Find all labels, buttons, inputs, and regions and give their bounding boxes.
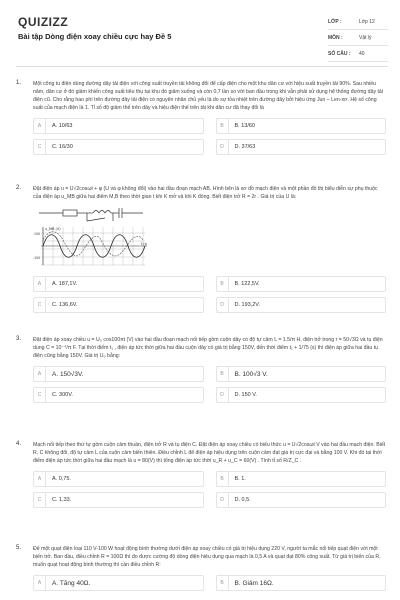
header [0, 0, 400, 64]
question-4 [16, 441, 386, 513]
meta-key: LỚP : [328, 18, 342, 25]
question-2 [16, 185, 386, 318]
question-1 [16, 80, 386, 160]
option-a[interactable]: A A. 187,1V. [33, 276, 204, 292]
option-a[interactable]: A A. Tăng 40Ω. [33, 575, 204, 591]
option-d[interactable]: D D. 150 V. [216, 387, 387, 403]
meta-key: SỐ CÂU : [328, 50, 351, 57]
graph-y-min: -100 [33, 256, 41, 260]
question-number: 5. [16, 545, 22, 551]
option-b[interactable]: B B. 122,5V. [216, 276, 387, 292]
option-c[interactable]: C C. 16/30 [33, 139, 204, 155]
options [33, 471, 386, 508]
question-number: 3. [16, 336, 22, 342]
option-d[interactable]: D D. 0,5. [216, 492, 387, 508]
circuit-diagram [33, 205, 153, 267]
options [33, 575, 386, 591]
option-b[interactable]: B B. 1. [216, 471, 387, 487]
option-c[interactable]: C C. 1,33. [33, 492, 204, 508]
meta-value: Lớp 12 [359, 18, 375, 25]
question-text: Mạch nối tiếp theo thứ tự gồm cuộn cảm thuần, điện trở R và tụ điện C. Đặt điện áp xoay chiều có biểu thức u = U√2cosωt V vào hai đầu mạch điện. Biết R, C không đổi, độ tự cảm L của cuộn cảm biến thiên. Điều chỉnh L để điện áp hiệu dụng trên cuộn cảm đạt giá trị cực đại và bằng 100 V. Khi đó tại thời điểm điện áp tức thời giữa hai đầu mạch là u = 80(V) thì tổng điện áp tức thời u_R + u_C = 60(V) . Tính tỉ số R/Z_C . [33, 442, 386, 464]
question-text: Một công tu điện dùng đường dây tải điện với công suất truyền tải không đổi để cấp điện cho một khu dân cư với hiệu suất truyền tải 90%. Sau nhiều năm, dân cư ở đó giảm khiến công suất tiêu thụ tại khu đó giảm xuống và còn 0,7 lần so với ban đầu trong khi vẫn phải sử dụng hệ thống đường dây tải điện cũ. Cho rằng hao phí trên đường dây tải điện có nguyên nhân chủ yếu là do sự tỏa nhiệt trên đường dây bởi hiệu ứng Jun – Len-xơ. Hệ số công suất của mạch điện là 1. Tỉ số độ giảm thế trên dây và hiệu điện thế trên tải khi dân cư đã thay đổi là [33, 81, 383, 111]
options [33, 366, 386, 403]
question-3 [16, 336, 386, 408]
option-d[interactable]: D D. 37/63 [216, 139, 387, 155]
question-number: 1. [16, 80, 22, 86]
question-number: 2. [16, 185, 22, 191]
option-a[interactable]: A A. 150√3V. [33, 366, 204, 382]
meta-subject [328, 30, 388, 46]
question-number: 4. [16, 441, 22, 447]
quizizz-logo: QUIZIZZ [18, 15, 69, 29]
option-b[interactable]: B B. 13/60 [216, 118, 387, 134]
option-b[interactable]: B B. 100√3 V. [216, 366, 387, 382]
question-text: Để một quạt điện loại 110 V-100 W hoạt động bình thường dưới điện áp xoay chiều có giá trị hiệu dụng 220 V, người ta mắc nối tiếp quạt điện với một biến trở. Ban đầu, điều chỉnh R = 100Ω thì đo được cường độ dòng điện hiệu dụng qua mạch là 0,5 A và quạt đạt 80% công suất. Từ giá trị biến của R, muốn quạt hoạt động bình thường thì cần điều chỉnh R: [33, 546, 381, 568]
meta-value: Vật lý [359, 34, 372, 41]
question-text: Đặt điện áp xoay chiều u = U₀ cos100πt (V) vào hai đầu đoạn mạch nối tiếp gồm cuộn dây có độ tự cảm L = 1.5/π H, điện trở trong r = 50√3Ω và tụ điện dung C = 10⁻⁴/π F. Tại thời điểm t₁ , điện áp tức thời giữa hai đầu cuộn dây có giá trị bằng 150V, đến thời điểm t₁ + 1/75 (s) thì điện áp giữa hai đầu tụ điện cũng bằng 150V. Giá trị U₀ bằng: [33, 337, 383, 359]
option-b[interactable]: B B. Giảm 16Ω. [216, 575, 387, 591]
options [33, 276, 386, 313]
graph-t-label: t (s) [141, 242, 148, 246]
meta-count [328, 46, 388, 62]
option-d[interactable]: D D. 193,2V. [216, 297, 387, 313]
header-divider [16, 66, 388, 67]
graph-y-label: u_MB (V) [45, 227, 61, 231]
graph-y-max: 100 [34, 232, 41, 236]
meta-value: 40 [359, 50, 365, 57]
page-title: Bài tập Dòng điện xoay chiều cực hay Đề 5 [18, 32, 172, 41]
options [33, 118, 386, 155]
meta-key: MÔN : [328, 34, 343, 41]
meta-class [328, 14, 388, 30]
option-a[interactable]: A A. 10/63 [33, 118, 204, 134]
meta-info [328, 14, 388, 62]
question-5 [16, 545, 386, 596]
question-text: Đặt điện áp u = U√2cosωt + φ (U và φ không đổi) vào hai đầu đoạn mạch AB. Hình bên là sơ đồ mạch điện và một phần đồ thị biểu diễn sự phụ thuộc của điện áp u_MB giữa hai điểm M,B theo thời gian t khi K mở và khi K đóng. Biết điện trở R = 2r . Giá trị của U là: [33, 186, 378, 200]
option-c[interactable]: C C. 136,6V. [33, 297, 204, 313]
option-a[interactable]: A A. 0,75. [33, 471, 204, 487]
option-c[interactable]: C C. 300V. [33, 387, 204, 403]
